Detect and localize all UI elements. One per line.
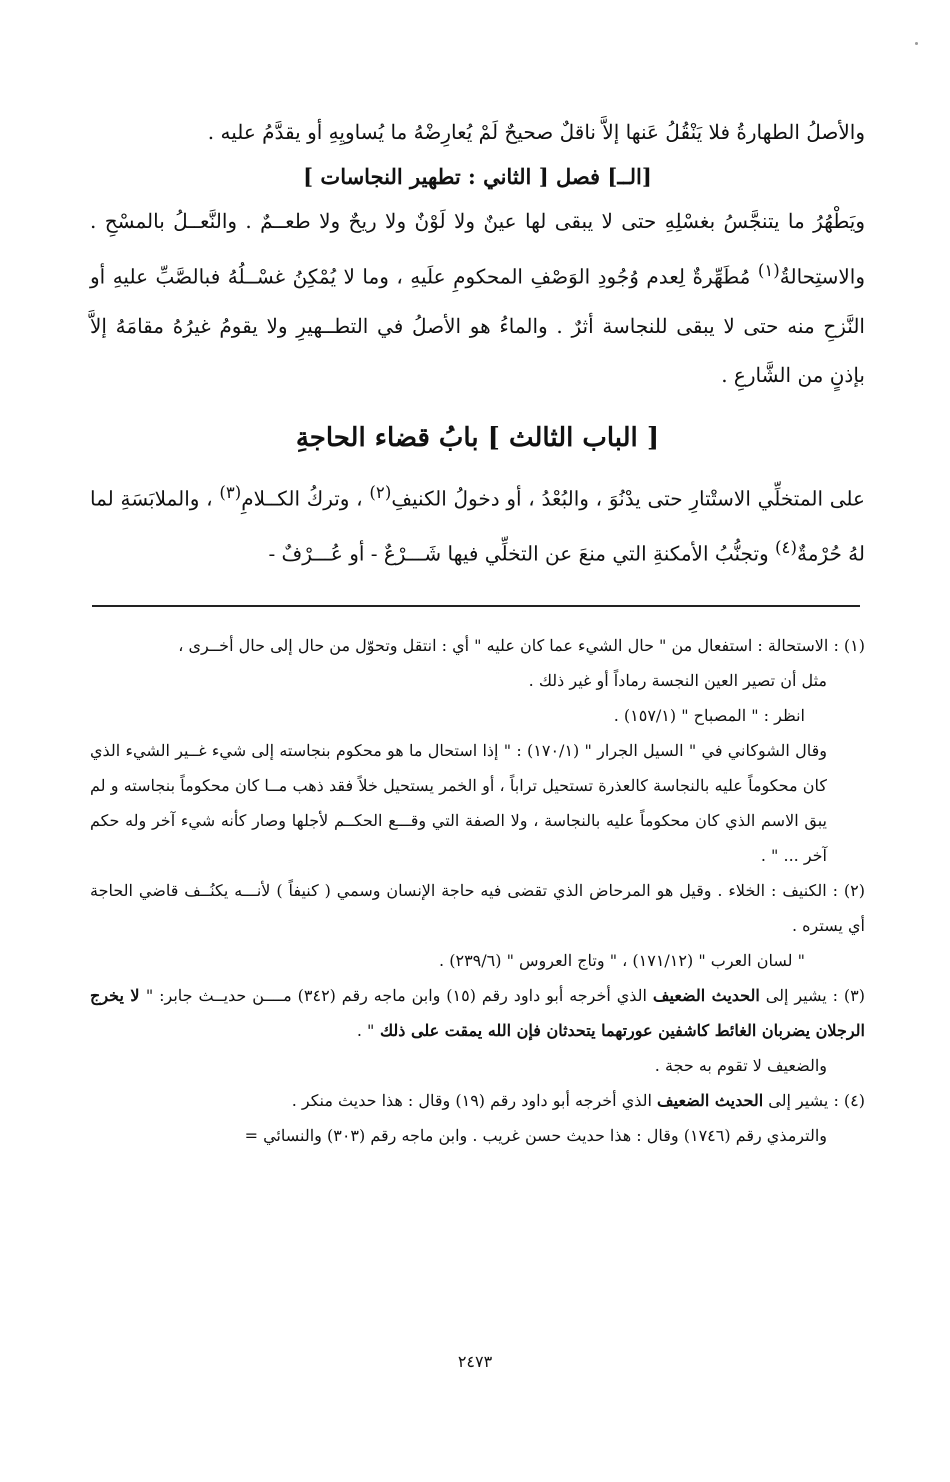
footnote-2 <box>90 873 865 978</box>
footnote-3-weak-hadith: الحديث الضعيف <box>652 986 760 1005</box>
footnote-4-weak-hadith: الحديث الضعيف <box>657 1091 764 1110</box>
paragraph-relieving-part-b: ، وتركُ الكــلامِ <box>241 486 370 511</box>
footnote-1 <box>90 628 865 873</box>
scan-speck <box>915 42 918 45</box>
footnote-ref-1: (١) <box>757 261 780 280</box>
footnote-3-hadith-text: لا يخرج الرجلان يضربان الغائط كاشفين عورتهما يتحدثان فإن الله يمقت على ذلك <box>90 986 865 1040</box>
footnote-4-prefix: (٤) : يشير إلى <box>763 1091 865 1110</box>
page-number: ٢٤٧٣ <box>457 1352 493 1371</box>
section-heading-purification: [الــ] فصل [ الثاني : تطهير النجاسات ] <box>303 164 652 189</box>
footnote-ref-3: (٣) <box>219 482 242 502</box>
footnote-4-line-2: والترمذي رقم (١٧٤٦) وقال : هذا حديث حسن غريب . وابن ماجه رقم (٣٠٣) والنسائي = <box>244 1126 827 1145</box>
footnote-3-line-2: والضعيف لا تقوم به حجة . <box>654 1056 827 1075</box>
footnote-4 <box>90 1083 865 1153</box>
footnote-1-line-3: انظر : " المصباح " (١٥٧/١) . <box>613 706 805 725</box>
footnote-1-line-1: (١) : الاستحالة : استفعال من " حال الشيء عما كان عليه " أي : انتقل وتحوّل من حال إلى حال أخــرى ، <box>178 636 865 655</box>
paragraph-purity-principle: والأصلُ الطهارةُ فلا يَنْقُلُ عَنها إلاَّ ناقلٌ صحيحٌ لَمْ يُعارِضْهُ ما يُساويِهِ أو يقدَّمُ عليه . <box>207 120 865 144</box>
paragraph-relieving-etiquette <box>90 468 865 579</box>
footnote-ref-4: (٤) <box>775 538 797 558</box>
footnote-2-line-2: " لسان العرب " (١٧١/١٢) ، " وتاج العروس " (٢٣٩/٦) . <box>439 951 805 970</box>
footnote-3-source: الذي أخرجه أبو داود رقم (١٥) وابن ماجه رقم (٣٤٢) مــــن حديــث جابر: " <box>145 986 653 1005</box>
paragraph-relieving-part-d: وتجنُّبُ الأمكنةِ التي منعَ عن التخلِّي فيها شَـــرْعٌ - أو عُـــرْفٌ - <box>268 541 776 566</box>
footnotes <box>90 628 865 1153</box>
footnote-1-line-4: وقال الشوكاني في " السيل الجرار " (١٧٠/١) : " إذا استحال ما هو محكوم بنجاسته إلى شيء غــير الشيء الذي كان محكوماً عليه بالنجاسة كالعذرة تستحيل تراباً ، أو الخمر يستحيل خلاً فقد ذهب مــا كان محكوماً بنجاسته و لم يبق الاسم الذي كان محكوماً عليه بالنجاسة ، ولا الصفة التي وقـــع الحكــم لأجلها وصار كأنه شيء آخر وله حكم آخر ... " . <box>90 741 828 865</box>
paragraph-relieving-part-c: ، والملابَسَةِ لما لهُ حُرْمةٌ <box>90 486 865 566</box>
main-text <box>90 108 865 579</box>
footnote-3 <box>90 978 865 1083</box>
paragraph-relieving-part-a: على المتخلِّي الاستْتارِ حتى يدْنُوَ ، والبُعْدُ ، أو دخولُ الكنيفِ <box>391 486 865 511</box>
footnote-2-line-1: (٢) : الكنيف : الخلاء . وقيل هو المرحاض الذي تقضى فيه حاجة الإنسان وسمي ( كنيفاً ) لأنـــه يكنُــف قاضي الحاجة أي يستره . <box>90 881 865 935</box>
paragraph-purification <box>90 197 865 400</box>
footnote-1-line-2: مثل أن تصير العين النجسة رماداً أو غير ذلك . <box>528 671 827 690</box>
footnote-3-prefix: (٣) : يشير إلى <box>759 986 866 1005</box>
footnote-4-source: الذي أخرجه أبو داود رقم (١٩) وقال : هذا حديث منكر . <box>291 1091 658 1110</box>
footnote-3-end: " . <box>356 1021 375 1040</box>
footnote-divider <box>92 605 860 607</box>
paragraph-purification-part-b: مُطَهِّرةٌ لِعدم وُجُودِ الوَصْفِ المحكومِ علَيهِ ، وما لا يُمْكِنُ غسْــلُهُ فبالصَّبِّ عليهِ أو النَّزحِ منه حتى لا يبقى للنجاسة أثرٌ . والماءُ هو الأصلُ في التطــهيرِ ولا يقومُ غيرُهُ مقامَهُ إلاَّ بإذنٍ من الشَّارعِ . <box>90 264 865 387</box>
footnote-4-line-1 <box>90 1083 865 1118</box>
footnote-ref-2: (٢) <box>369 482 392 502</box>
chapter-heading-relieving: [ الباب الثالث ] بابُ قضاء الحاجةِ <box>295 422 660 453</box>
paragraph-purification-part-a: ويَطْهُرُ ما يتنجَّسُ بغسْلِهِ حتى لا يبقى لها عينٌ ولا لَوْنٌ ولا ريحٌ ولا طعــمٌ . والنَّعــلُ بالمسْحِ . والاستِحالةُ <box>90 209 865 289</box>
footnote-3-line-1 <box>90 978 865 1048</box>
